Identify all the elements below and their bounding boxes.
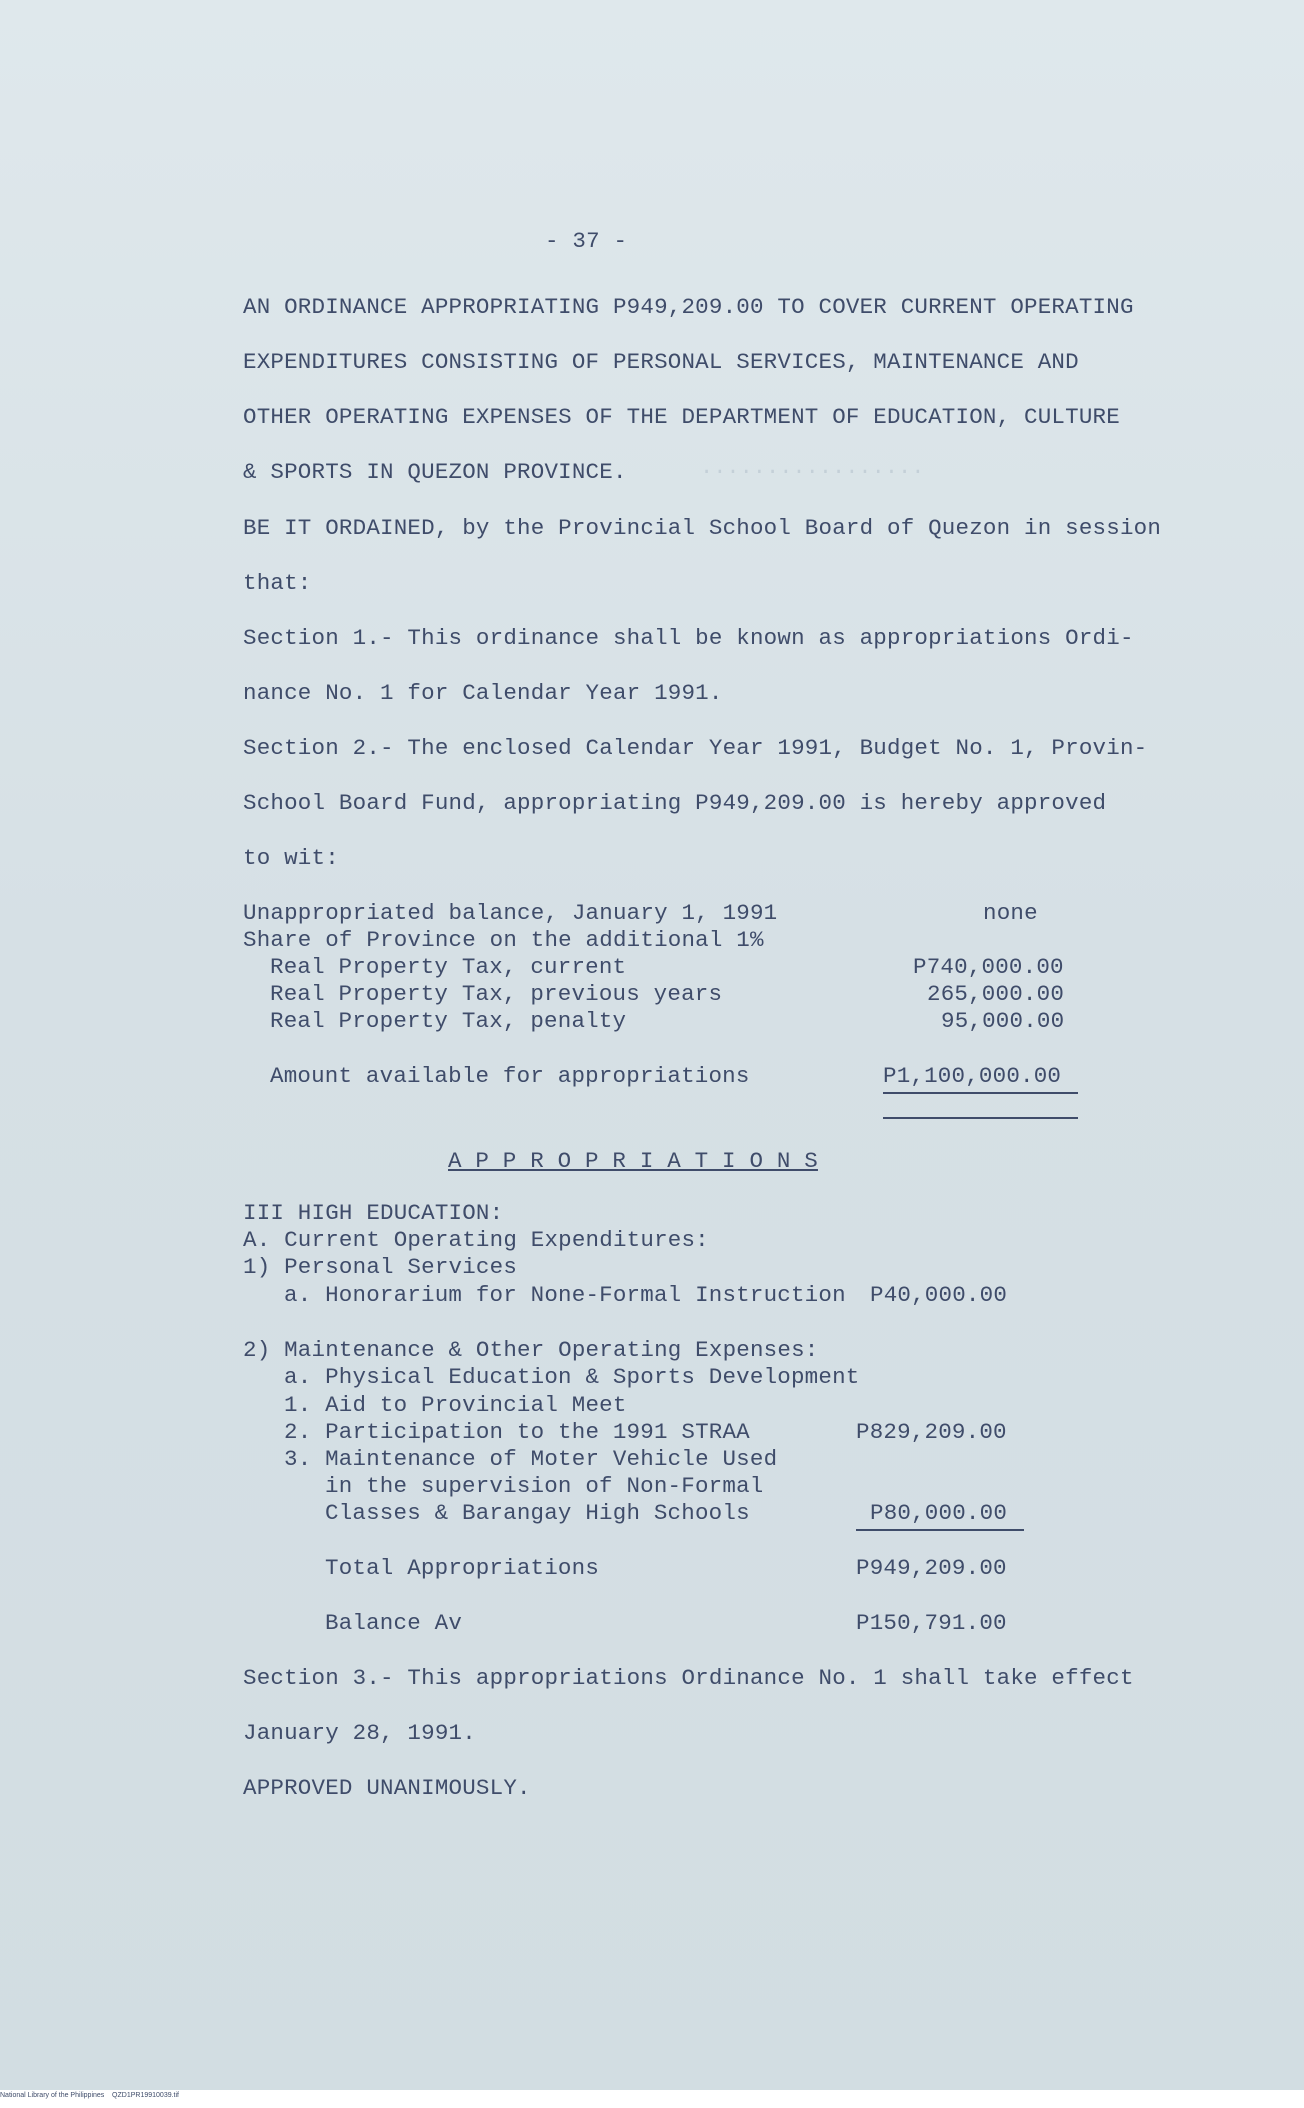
balance-label: Balance Av [325, 1610, 463, 1636]
share-label: Share of Province on the additional 1% [243, 927, 764, 953]
rpt-previous-value: 265,000.00 [927, 981, 1065, 1007]
section-2-line-1: Section 2.- The enclosed Calendar Year 1991, Budget No. 1, Provin- [243, 735, 1148, 761]
vehicle-underline [856, 1529, 1024, 1531]
section-3-line-2: January 28, 1991. [243, 1720, 476, 1746]
section-1-line-2: nance No. 1 for Calendar Year 1991. [243, 680, 723, 706]
vehicle-line-2: in the supervision of Non-Formal [325, 1473, 764, 1499]
honorarium-value: P40,000.00 [870, 1282, 1008, 1308]
personal-services-heading: 1) Personal Services [243, 1254, 518, 1280]
bleed-through-text: ................. [700, 455, 925, 480]
pe-sports-label: a. Physical Education & Sports Development [284, 1364, 860, 1390]
rpt-previous-label: Real Property Tax, previous years [270, 981, 723, 1007]
section-1-line-1: Section 1.- This ordinance shall be known as appropriations Ordi- [243, 625, 1134, 651]
section-3-line-1: Section 3.- This appropriations Ordinance No. 1 shall take effect [243, 1665, 1134, 1691]
vehicle-line-1: 3. Maintenance of Moter Vehicle Used [284, 1446, 778, 1472]
unappropriated-value: none [983, 900, 1038, 926]
scan-footer: National Library of the Philippines QZD1PR19910039.tif [0, 2092, 179, 2099]
rpt-penalty-label: Real Property Tax, penalty [270, 1008, 627, 1034]
available-double-underline [883, 1117, 1078, 1119]
available-value: P1,100,000.00 [883, 1063, 1062, 1089]
straa-value: P829,209.00 [856, 1419, 1007, 1445]
aid-provincial-meet-label: 1. Aid to Provincial Meet [284, 1392, 627, 1418]
ordained-line-2: that: [243, 570, 312, 596]
available-label: Amount available for appropriations [270, 1063, 750, 1089]
title-line-1: AN ORDINANCE APPROPRIATING P949,209.00 TO COVER CURRENT OPERATING [243, 294, 1134, 320]
total-value: P949,209.00 [856, 1555, 1007, 1581]
page-number: - 37 - [545, 228, 628, 254]
sub-a-heading: A. Current Operating Expenditures: [243, 1227, 709, 1253]
section-2-line-2: School Board Fund, appropriating P949,209.00 is hereby approved [243, 790, 1107, 816]
available-underline [883, 1092, 1078, 1094]
title-line-2: EXPENDITURES CONSISTING OF PERSONAL SERVICES, MAINTENANCE AND [243, 349, 1079, 375]
title-line-4: & SPORTS IN QUEZON PROVINCE. [243, 459, 627, 485]
section-2-line-3: to wit: [243, 845, 339, 871]
honorarium-label: a. Honorarium for None-Formal Instruction [284, 1282, 846, 1308]
rpt-penalty-value: 95,000.00 [941, 1008, 1065, 1034]
unappropriated-label: Unappropriated balance, January 1, 1991 [243, 900, 778, 926]
rpt-current-value: P740,000.00 [913, 954, 1064, 980]
appropriations-heading: A P P R O P R I A T I O N S [448, 1148, 818, 1174]
category-heading: III HIGH EDUCATION: [243, 1200, 504, 1226]
approved-text: APPROVED UNANIMOUSLY. [243, 1775, 531, 1801]
vehicle-value: P80,000.00 [870, 1500, 1008, 1526]
rpt-current-label: Real Property Tax, current [270, 954, 627, 980]
scan-bottom-edge [0, 2090, 1304, 2108]
vehicle-line-3: Classes & Barangay High Schools [325, 1500, 750, 1526]
straa-label: 2. Participation to the 1991 STRAA [284, 1419, 750, 1445]
title-line-3: OTHER OPERATING EXPENSES OF THE DEPARTMENT OF EDUCATION, CULTURE [243, 404, 1120, 430]
balance-value: P150,791.00 [856, 1610, 1007, 1636]
ordained-line-1: BE IT ORDAINED, by the Provincial School Board of Quezon in session [243, 515, 1162, 541]
total-label: Total Appropriations [325, 1555, 600, 1581]
mooe-heading: 2) Maintenance & Other Operating Expenses: [243, 1337, 819, 1363]
